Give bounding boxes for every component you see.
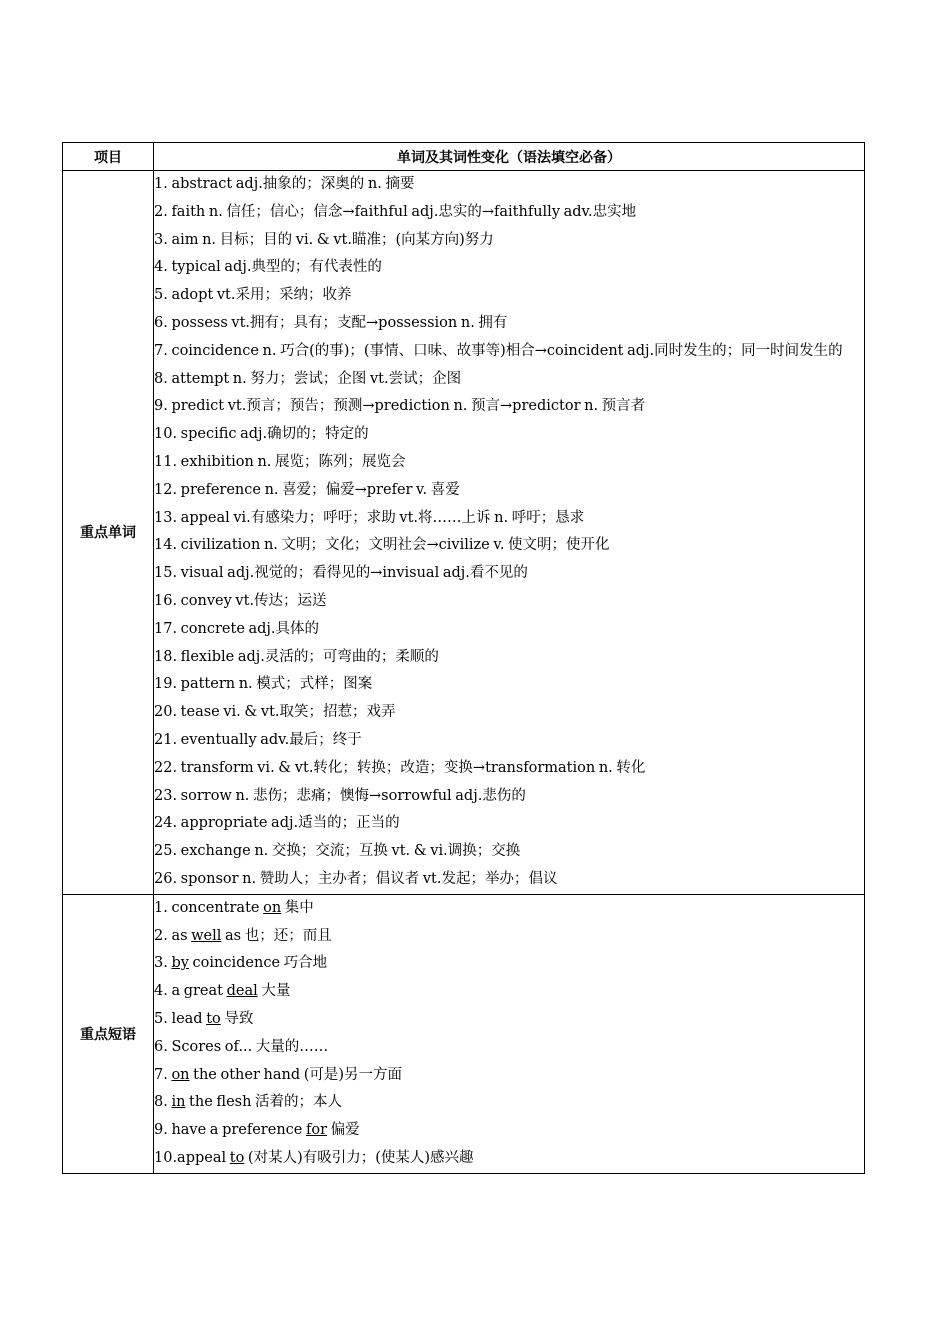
word-entry: 13. appeal vi.有感染力；呼吁；求助 vt.将……上诉 n. 呼吁；恳求 xyxy=(154,509,585,526)
word-entry: 21. eventually adv.最后；终于 xyxy=(154,731,362,748)
phrase-meaning: (对某人)有吸引力；(使某人)感兴趣 xyxy=(244,1149,474,1166)
phrase-entry xyxy=(154,978,864,1006)
phrase-meaning: as 也；还；而且 xyxy=(221,927,332,944)
phrase-meaning: 大量 xyxy=(257,983,291,1000)
word-entry: 2. faith n. 信任；信心；信念→faithful adj.忠实的→faithfully adv.忠实地 xyxy=(154,203,637,220)
word-entry: 10. specific adj.确切的；特定的 xyxy=(154,426,369,443)
phrase-blank-answer: by xyxy=(171,955,189,972)
phrases-list xyxy=(154,894,865,1173)
word-entry: 5. adopt vt.采用；采纳；收养 xyxy=(154,287,352,304)
phrase-text: 5. lead xyxy=(154,1010,207,1027)
word-entry: 25. exchange n. 交换；交流；互换 vt. & vi.调换；交换 xyxy=(154,843,521,860)
phrase-entry xyxy=(154,895,864,923)
phrase-meaning: the flesh 活着的；本人 xyxy=(185,1094,343,1111)
phrase-entry xyxy=(154,923,864,951)
phrase-meaning: the other hand (可是)另一方面 xyxy=(189,1066,403,1083)
header-words: 单词及其词性变化（语法填空必备） xyxy=(154,143,865,171)
phrase-entry xyxy=(154,1117,864,1145)
phrase-blank-answer: on xyxy=(263,899,282,916)
word-entry: 7. coincidence n. 巧合(的事)；(事情、口味、故事等)相合→coincident adj.同时发生的；同一时间发生的 xyxy=(154,342,843,359)
word-entry: 18. flexible adj.灵活的；可弯曲的；柔顺的 xyxy=(154,648,439,665)
word-entry: 23. sorrow n. 悲伤；悲痛；懊悔→sorrowful adj.悲伤的 xyxy=(154,787,526,804)
word-entry: 6. possess vt.拥有；具有；支配→possession n. 拥有 xyxy=(154,314,508,331)
phrase-text: 9. have a preference xyxy=(154,1122,306,1139)
phrase-text: 4. a great xyxy=(154,983,227,1000)
phrase-meaning: coincidence 巧合地 xyxy=(188,955,328,972)
word-entry: 11. exhibition n. 展览；陈列；展览会 xyxy=(154,453,406,470)
word-entry: 8. attempt n. 努力；尝试；企图 vt.尝试；企图 xyxy=(154,370,462,387)
word-entry: 20. tease vi. & vt.取笑；招惹；戏弄 xyxy=(154,704,396,721)
phrases-section-label: 重点短语 xyxy=(63,894,154,1173)
phrase-text: 3. xyxy=(154,955,172,972)
word-entry: 15. visual adj.视觉的；看得见的→invisual adj.看不见的 xyxy=(154,565,528,582)
word-entry: 1. abstract adj.抽象的；深奥的 n. 摘要 xyxy=(154,176,415,192)
phrase-meaning: 导致 xyxy=(220,1010,254,1027)
phrase-meaning: 集中 xyxy=(281,899,314,916)
phrase-blank-answer: well xyxy=(191,927,222,944)
word-entry: 4. typical adj.典型的；有代表性的 xyxy=(154,259,382,276)
phrase-entry xyxy=(154,950,864,978)
phrase-blank-answer: on xyxy=(171,1066,190,1083)
phrase-blank-answer: in xyxy=(171,1094,186,1111)
word-entry: 19. pattern n. 模式；式样；图案 xyxy=(154,676,373,693)
phrase-text: 6. Scores of... 大量的…… xyxy=(154,1038,329,1055)
word-entry: 3. aim n. 目标；目的 vi. & vt.瞄准；(向某方向)努力 xyxy=(154,231,494,248)
phrase-blank-answer: deal xyxy=(226,983,258,1000)
phrase-entry xyxy=(154,1062,864,1090)
phrase-text: 10.appeal xyxy=(154,1149,230,1166)
word-entry: 22. transform vi. & vt.转化；转换；改造；变换→transformation n. 转化 xyxy=(154,759,646,776)
phrase-entry xyxy=(154,1034,864,1062)
phrase-text: 2. as xyxy=(154,927,192,944)
word-entry: 24. appropriate adj.适当的；正当的 xyxy=(154,815,400,832)
phrase-entry xyxy=(154,1089,864,1117)
phrase-blank-answer: for xyxy=(305,1122,327,1139)
vocabulary-table xyxy=(62,142,865,1174)
phrase-entry xyxy=(154,1006,864,1034)
phrase-blank-answer: to xyxy=(229,1149,245,1166)
word-entry: 17. concrete adj.具体的 xyxy=(154,620,320,637)
words-row xyxy=(63,171,865,895)
header-item: 项目 xyxy=(63,143,154,171)
word-entry: 16. convey vt.传达；运送 xyxy=(154,592,327,609)
phrase-text: 7. xyxy=(154,1066,172,1083)
phrase-blank-answer: to xyxy=(206,1010,221,1027)
phrases-row xyxy=(63,894,865,1173)
phrase-entry xyxy=(154,1145,864,1173)
word-entry: 12. preference n. 喜爱；偏爱→prefer v. 喜爱 xyxy=(154,481,460,498)
phrase-text: 8. xyxy=(154,1094,172,1111)
words-section-label: 重点单词 xyxy=(63,171,154,895)
word-entry: 9. predict vt.预言；预告；预测→prediction n. 预言→predictor n. 预言者 xyxy=(154,398,646,415)
words-list xyxy=(154,171,865,895)
phrase-meaning: 偏爱 xyxy=(327,1122,360,1139)
word-entry: 14. civilization n. 文明；文化；文明社会→civilize v. 使文明；使开化 xyxy=(154,537,610,554)
phrase-text: 1. concentrate xyxy=(154,899,264,916)
word-entry: 26. sponsor n. 赞助人；主办者；倡议者 vt.发起；举办；倡议 xyxy=(154,870,558,887)
header-row xyxy=(63,143,865,171)
